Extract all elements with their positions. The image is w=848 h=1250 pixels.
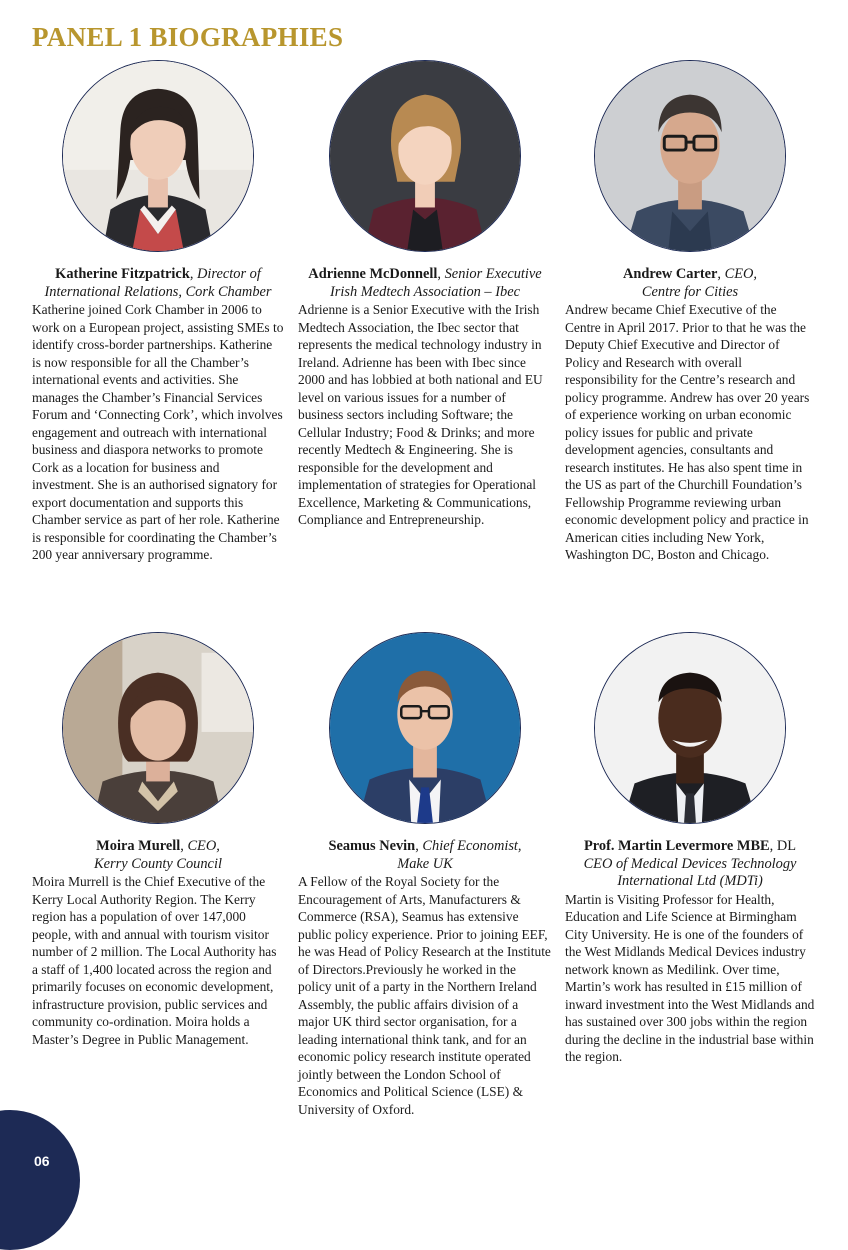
speaker-heading: Katherine Fitzpatrick, Director of International Relations, Cork Chamber <box>32 266 284 301</box>
speaker-role-continued: Make UK <box>397 855 453 872</box>
speaker-role-continued: Kerry County Council <box>94 855 222 872</box>
speaker-photo <box>329 60 521 252</box>
speaker-bio: Andrew became Chief Executive of the Centre in April 2017. Prior to that he was the Deputy Chief Executive and Director of Policy and Research with overall responsibility for the Centre’s research and policy programme. Andrew has over 20 years of experience working on urban economic policy issues for public and private development agencies, consultants and research institutes. He has also spent time in the US as part of the Churchill Foundation’s Fellowship Programme reviewing urban economic development policy and practice in American cities including New York, Washington DC, Boston and Chicago. <box>565 302 810 562</box>
speaker-card-moira-murell <box>32 632 284 1048</box>
speaker-bio: Katherine joined Cork Chamber in 2006 to work on a European project, assisting SMEs to identify cross-border partnerships. Katherine is now responsible for all the Chamber’s international events and activities. She manages the Chamber’s Financial Services Forum and ‘Connecting Cork’, which involves engagement and outreach with international business and diaspora networks to promote Cork as a location for business and investment. She is an authorised signatory for export documentation and supports this Chamber service as part of her role. Katherine is responsible for coordinating the Chamber’s 200 year anniversary programme. <box>32 302 284 562</box>
speaker-photo <box>329 632 521 824</box>
speaker-card-adrienne-mcdonnell <box>298 60 552 529</box>
speaker-role: Director of <box>197 266 261 282</box>
speaker-heading: Seamus Nevin, Chief Economist, Make UK <box>298 838 552 873</box>
speaker-card-andrew-carter <box>565 60 815 564</box>
speaker-name: Adrienne McDonnell <box>308 266 438 282</box>
speaker-name: Andrew Carter <box>622 266 718 282</box>
speaker-role: CEO, <box>724 266 758 282</box>
speaker-role-continued: Centre for Cities <box>641 283 739 300</box>
speaker-role: CEO of Medical Devices Technology <box>583 855 797 872</box>
speaker-role-continued: International Ltd (MDTi) <box>617 873 763 889</box>
speaker-role: Senior Executive <box>444 266 542 282</box>
speaker-heading: Adrienne McDonnell, Senior Executive Irish Medtech Association – Ibec <box>298 266 552 301</box>
speaker-role: CEO, <box>187 838 220 854</box>
speaker-card-katherine-fitzpatrick <box>32 60 284 564</box>
speaker-bio: Adrienne is a Senior Executive with the Irish Medtech Association, the Ibec sector that represents the medical technology industry in Ireland. Adrienne has been with Ibec since 2000 and has lobbied at both national and EU level on various issues for a number of business sectors including Software; the Cellular Industry; Food & Drinks; and more recently Medtech & Engineering. She is responsible for the development and implementation of strategies for Operational Excellence, Marketing & Communications, Compliance and Entrepreneurship. <box>298 302 543 527</box>
speaker-name: Katherine Fitzpatrick <box>55 266 190 282</box>
speaker-heading <box>565 838 815 891</box>
speaker-name: Seamus Nevin <box>328 838 416 854</box>
speaker-photo <box>594 60 786 252</box>
speaker-card-seamus-nevin <box>298 632 552 1118</box>
speaker-photo <box>594 632 786 824</box>
speaker-bio: A Fellow of the Royal Society for the Encouragement of Arts, Manufacturers & Commerce (RSA), Seamus has extensive public policy experience. Prior to joining EEF, he was Head of Policy Research at the Institute of Directors.Previously he worked in the policy unit of a party in the Northern Ireland Assembly, the public affairs division of a major UK third sector organisation, for a leading international think tank, and for an economic policy research institute operated jointly between the London School of Economics and Political Science (LSE) & University of Oxford. <box>298 874 551 1117</box>
speaker-heading: Andrew Carter, CEO, Centre for Cities <box>565 266 815 301</box>
speaker-role-continued: Irish Medtech Association – Ibec <box>330 283 520 300</box>
speaker-photo <box>62 632 254 824</box>
speaker-name: Moira Murell <box>96 838 181 854</box>
page-number: 06 <box>34 1153 50 1169</box>
speaker-name: Prof. Martin Levermore MBE <box>583 838 770 854</box>
speaker-name-suffix: , DL <box>769 838 797 854</box>
speaker-bio: Moira Murrell is the Chief Executive of the Kerry Local Authority Region. The Kerry region has a population of over 147,000 people, with and annual with tourism visitor number of 2 million. The Local Authority has a staff of 1,400 located across the region and primarily focuses on economic development, infrastructure provision, public services and community co-ordination. Moira holds a Master’s Degree in Public Management. <box>32 874 277 1047</box>
speaker-photo <box>62 60 254 252</box>
page-corner-disc <box>0 1110 80 1250</box>
page-title: PANEL 1 BIOGRAPHIES <box>32 22 344 52</box>
speaker-card-martin-levermore <box>565 632 815 1066</box>
speaker-heading: Moira Murell, CEO, Kerry County Council <box>32 838 284 873</box>
speaker-bio: Martin is Visiting Professor for Health, Education and Life Science at Birmingham City University. He is one of the founders of the West Midlands Medical Devices industry network known as Medilink. Over time, Martin’s work has resulted in £15 million of inward investment into the West Midlands and has sustained over 300 jobs within the region during the decline in the industrial base within the region. <box>565 891 815 1064</box>
speaker-role-continued: International Relations, Cork Chamber <box>44 283 272 300</box>
speaker-role: Chief Economist, <box>422 838 522 854</box>
